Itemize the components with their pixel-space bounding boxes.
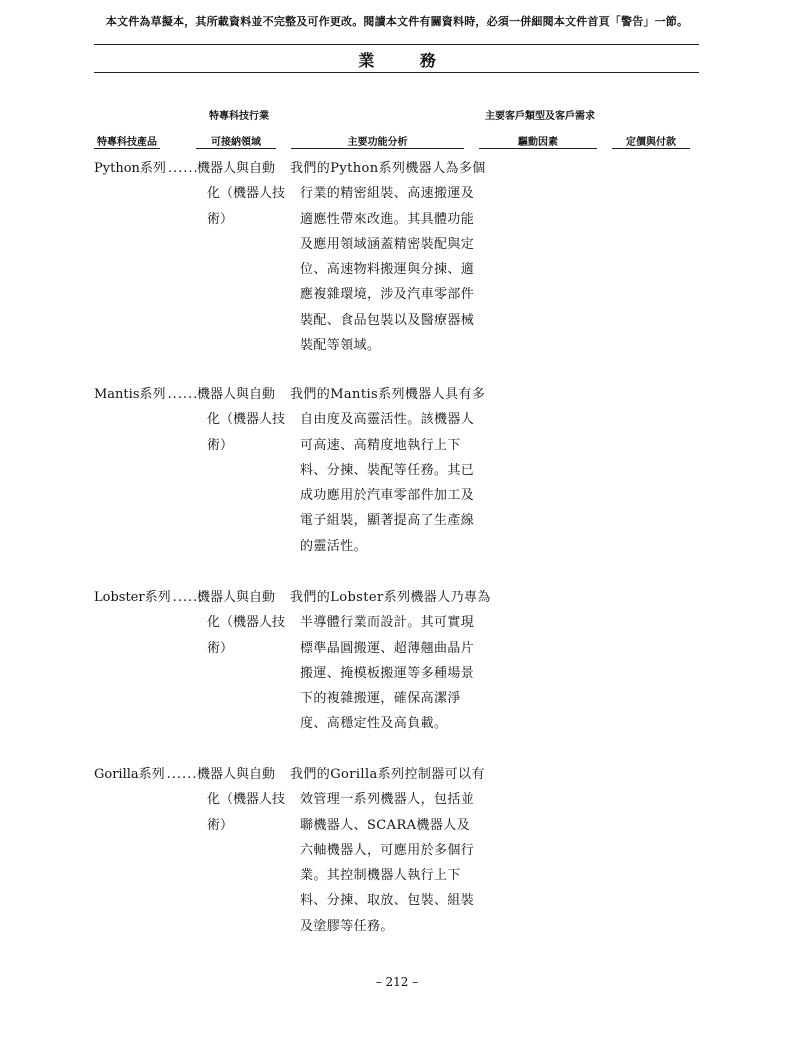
analysis-line: 下的複雜搬運，確保高潔淨 xyxy=(300,691,461,707)
page-number: – 212 – xyxy=(375,975,419,989)
field-cell xyxy=(197,762,287,838)
product-name: Gorilla系列 xyxy=(94,767,165,782)
analysis-line: 及塗膠等任務。 xyxy=(300,918,394,934)
analysis-line: 我們的Gorilla系列控制器可以有 xyxy=(290,767,485,782)
field-line: 化（機器人技 xyxy=(207,412,286,428)
analysis-line: 半導體行業而設計。其可實現 xyxy=(300,615,475,631)
analysis-line: 我們的Lobster系列機器人乃專為 xyxy=(290,590,491,605)
column-underline-demand xyxy=(479,148,597,149)
field-line: 術） xyxy=(207,211,234,227)
analysis-line: 成功應用於汽車零部件加工及 xyxy=(300,488,475,504)
field-cell xyxy=(197,585,287,661)
analysis-line: 料、分揀、裝配等任務。其已 xyxy=(300,462,475,478)
analysis-line: 效管理一系列機器人，包括並 xyxy=(300,792,475,808)
product-cell xyxy=(94,762,197,787)
analysis-line: 應複雜環境，涉及汽車零部件 xyxy=(300,287,475,303)
analysis-cell xyxy=(290,762,485,939)
column-underline-pricing xyxy=(612,148,690,149)
analysis-line: 自由度及高靈活性。該機器人 xyxy=(300,412,475,428)
analysis-line: 業。其控制機器人執行上下 xyxy=(300,868,461,884)
analysis-line: 的靈活性。 xyxy=(300,538,368,554)
header-top-rule xyxy=(94,44,699,45)
analysis-line: 及應用領域涵蓋精密裝配與定 xyxy=(300,236,475,252)
column-header-analysis: 主要功能分析 xyxy=(347,137,408,148)
analysis-line: 我們的Mantis系列機器人具有多 xyxy=(290,387,486,402)
field-line: 機器人與自動 xyxy=(197,161,276,176)
column-underline-field xyxy=(196,148,276,149)
column-header-demand-top: 主要客戶類型及客戶需求 xyxy=(485,111,595,122)
product-name: Python系列 xyxy=(94,161,166,176)
column-underline-product xyxy=(94,148,160,149)
header-bottom-rule xyxy=(94,72,699,73)
leader-dots: ...... xyxy=(172,590,204,605)
column-header-demand-bottom: 驅動因素 xyxy=(518,137,558,148)
field-line: 化（機器人技 xyxy=(207,186,286,202)
column-header-field-top: 特專科技行業 xyxy=(209,111,269,122)
analysis-cell xyxy=(290,585,491,737)
analysis-line: 搬運、掩模板搬運等多種場景 xyxy=(300,665,475,681)
product-name: Lobster系列 xyxy=(94,590,171,605)
field-cell xyxy=(197,382,287,458)
column-underline-analysis xyxy=(291,148,464,149)
field-line: 術） xyxy=(207,437,234,453)
section-title: 業 務 xyxy=(358,51,456,70)
analysis-cell xyxy=(290,382,486,559)
analysis-cell xyxy=(290,156,486,358)
field-line: 機器人與自動 xyxy=(197,590,276,605)
analysis-line: 裝配、食品包裝以及醫療器械 xyxy=(300,312,475,328)
draft-notice: 本文件為草擬本，其所載資料並不完整及可作更改。閱讀本文件有關資料時，必須一併細閱本文件首頁「警告」一節。 xyxy=(105,15,689,28)
column-header-pricing: 定價與付款 xyxy=(626,137,676,148)
field-line: 化（機器人技 xyxy=(207,615,286,631)
analysis-line: 標準晶圓搬運、超薄翹曲晶片 xyxy=(300,640,475,656)
field-line: 化（機器人技 xyxy=(207,792,286,808)
field-line: 機器人與自動 xyxy=(197,767,276,782)
field-cell xyxy=(197,156,287,232)
analysis-line: 電子組裝，顯著提高了生產線 xyxy=(300,513,475,529)
product-cell xyxy=(94,382,198,407)
analysis-line: 度、高穩定性及高負載。 xyxy=(300,716,448,732)
product-cell xyxy=(94,585,203,610)
analysis-line: 可高速、高精度地執行上下 xyxy=(300,437,461,453)
analysis-line: 行業的精密組裝、高速搬運及 xyxy=(300,186,475,202)
field-line: 機器人與自動 xyxy=(197,387,276,402)
analysis-line: 聯機器人、SCARA機器人及 xyxy=(300,817,471,833)
leader-dots: ...... xyxy=(166,767,198,782)
analysis-line: 六軸機器人，可應用於多個行 xyxy=(300,842,475,858)
leader-dots: ...... xyxy=(167,387,199,402)
leader-dots: ...... xyxy=(167,161,199,176)
product-cell xyxy=(94,156,199,181)
analysis-line: 料、分揀、取放、包裝、組裝 xyxy=(300,893,475,909)
analysis-line: 適應性帶來改進。其具體功能 xyxy=(300,211,475,227)
analysis-line: 我們的Python系列機器人為多個 xyxy=(290,161,486,176)
product-name: Mantis系列 xyxy=(94,387,166,402)
column-header-product: 特專科技產品 xyxy=(97,137,157,148)
analysis-line: 裝配等領域。 xyxy=(300,338,381,354)
column-header-field-bottom: 可接納領域 xyxy=(211,137,261,148)
analysis-line: 位、高速物料搬運與分揀、適 xyxy=(300,262,475,278)
field-line: 術） xyxy=(207,817,234,833)
field-line: 術） xyxy=(207,640,234,656)
